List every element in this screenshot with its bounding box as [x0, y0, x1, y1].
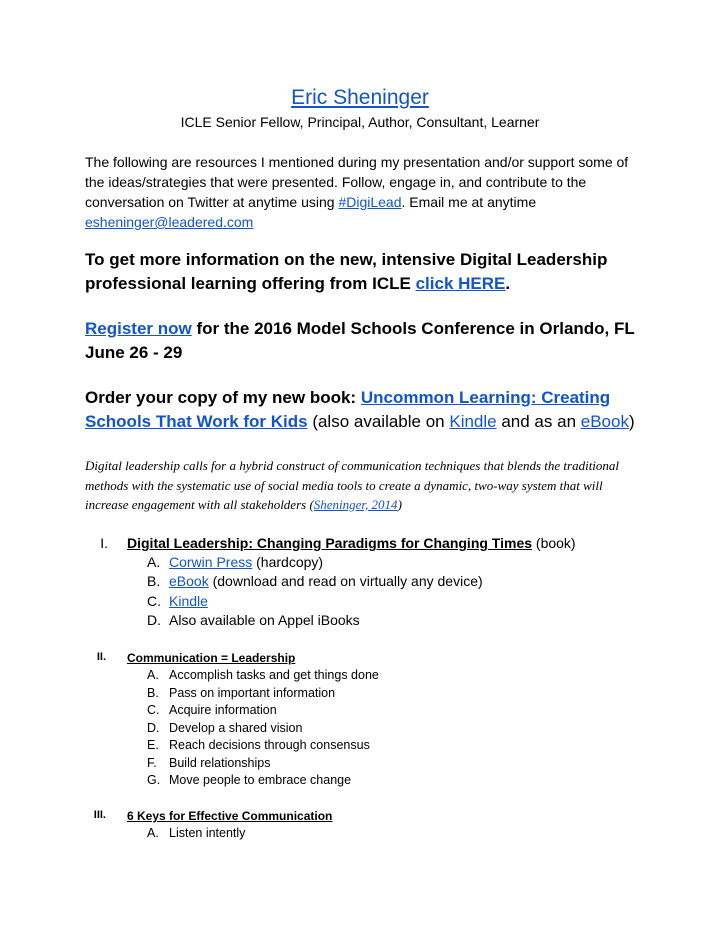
list-item-letter: C.: [147, 703, 160, 717]
intro-text: The following are resources I mentioned during my presentation and/or support some of the ideas/strategies that were presented. Follow, engage in, and contribute to the conversation on Twitter at anytime using: [85, 154, 629, 210]
page-subtitle: ICLE Senior Fellow, Principal, Author, Consultant, Learner: [180, 114, 540, 130]
conference-text: for the 2016 Model Schools Conference in Orlando, FL June 26 - 29: [85, 319, 635, 362]
list-item-text: Build relationships: [169, 755, 271, 770]
section-title-suffix: (book): [532, 535, 576, 551]
list-item: [147, 721, 302, 735]
icle-paragraph: [85, 248, 645, 296]
section-title: Communication = Leadership: [127, 651, 296, 665]
list-item-letter: C.: [147, 593, 161, 609]
section-title: 6 Keys for Effective Communication: [127, 809, 333, 823]
kindle-link[interactable]: Kindle: [449, 412, 497, 431]
list-item-text: Also available on Appel iBooks: [169, 612, 360, 628]
list-item-letter: A.: [147, 554, 161, 570]
section-title: [127, 535, 576, 551]
book-link[interactable]: Uncommon Learning: Creating Schools That Work for Kids: [85, 388, 611, 431]
list-item-letter: D.: [147, 720, 160, 735]
book-text-3: and as an: [496, 412, 581, 431]
conference-paragraph: [85, 317, 645, 365]
quote-paragraph: [85, 456, 645, 515]
list-item-text: (hardcopy): [252, 554, 324, 570]
intro-text-2: . Email me at anytime: [401, 194, 537, 210]
list-item-text: Pass on important information: [169, 685, 336, 700]
section-numeral: II.: [96, 651, 106, 663]
book-text-2: (also available on: [307, 412, 450, 431]
author-name-link[interactable]: Eric Sheninger: [291, 86, 429, 109]
intro-paragraph: [85, 152, 645, 232]
list-item: [147, 612, 360, 628]
list-item-letter: E.: [147, 738, 159, 752]
ebook-link[interactable]: eBook: [169, 573, 209, 589]
list-item-text: (download and read on virtually any device): [208, 573, 483, 589]
book-paragraph: [85, 386, 645, 434]
list-item: [147, 686, 335, 700]
list-item: [147, 756, 270, 770]
citation-link[interactable]: Sheninger, 2014: [313, 497, 398, 512]
list-item: [147, 554, 323, 570]
hashtag-link[interactable]: #DigiLead: [338, 194, 402, 210]
list-item: [147, 738, 370, 752]
list-item-letter: A.: [147, 668, 159, 682]
list-item-text: Develop a shared vision: [169, 720, 303, 735]
list-item-letter: A.: [147, 826, 159, 840]
list-item: [147, 703, 277, 717]
list-item-text: Listen intently: [169, 826, 246, 840]
email-link[interactable]: esheninger@leadered.com: [85, 214, 254, 230]
book-text: Order your copy of my new book:: [85, 388, 361, 407]
book-text-4: ): [628, 412, 635, 431]
list-item-text: Move people to embrace change: [169, 773, 352, 787]
section-numeral: I.: [100, 535, 108, 551]
list-item: [147, 668, 379, 682]
icle-end: .: [505, 274, 511, 293]
quote-text: Digital leadership calls for a hybrid construct of communication techniques that blends the traditional methods with the systematic use of social media tools to create a dynamic, two-way system that will increase engagement with all stakeholders (: [85, 458, 620, 512]
register-now-link[interactable]: Register now: [85, 319, 192, 338]
list-item-text: Acquire information: [169, 703, 277, 717]
list-item-letter: B.: [147, 573, 161, 589]
quote-end: ): [397, 497, 402, 512]
corwin-press-link[interactable]: Corwin Press: [169, 554, 253, 570]
list-item-letter: F.: [147, 755, 157, 770]
list-item: [147, 826, 245, 840]
section-title-text: Digital Leadership: Changing Paradigms for Changing Times: [127, 535, 533, 551]
list-item: [147, 593, 208, 609]
ebook-link[interactable]: eBook: [580, 412, 629, 431]
list-item: [147, 573, 483, 589]
section-numeral: III.: [93, 809, 106, 821]
list-item-letter: B.: [147, 685, 159, 700]
kindle-link[interactable]: Kindle: [169, 593, 208, 609]
list-item-letter: G.: [147, 773, 161, 787]
page-title: [0, 86, 720, 110]
list-item-text: Accomplish tasks and get things done: [169, 668, 379, 682]
icle-click-here-link[interactable]: click HERE: [415, 274, 506, 293]
list-item: [147, 773, 351, 787]
icle-text: To get more information on the new, intensive Digital Leadership professional learning offering from ICLE: [85, 250, 608, 293]
list-item-letter: D.: [147, 612, 161, 628]
list-item-text: Reach decisions through consensus: [169, 738, 370, 752]
